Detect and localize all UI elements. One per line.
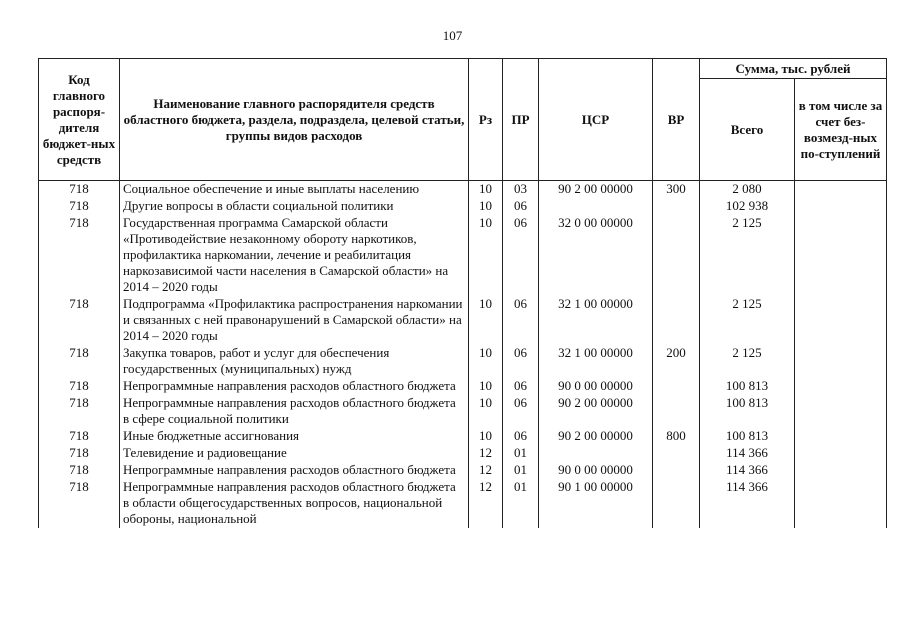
cell-rz: 10: [469, 345, 503, 378]
cell-csr: 90 1 00 00000: [539, 479, 653, 528]
cell-name: Закупка товаров, работ и услуг для обеспечения государственных (муниципальных) нужд: [120, 345, 469, 378]
cell-name: Подпрограмма «Профилактика распространения наркомании и связанных с ней правонарушений в Самарской области» на 2014 – 2020 годы: [120, 296, 469, 345]
cell-pr: 06: [503, 345, 539, 378]
cell-csr: 32 1 00 00000: [539, 296, 653, 345]
table-row: [39, 296, 887, 345]
table-body: [39, 181, 887, 529]
cell-vr: [653, 445, 700, 462]
cell-free: [795, 296, 887, 345]
table-row: [39, 345, 887, 378]
cell-free: [795, 395, 887, 428]
cell-vr: [653, 462, 700, 479]
cell-name: Государственная программа Самарской области «Противодействие незаконному обороту наркотиков, профилактика наркомании, лечение и реабилитация наркозависимой части населения в Самарской области» на 2014 – 2020 годы: [120, 215, 469, 296]
cell-name: Социальное обеспечение и иные выплаты населению: [120, 181, 469, 199]
cell-rz: 10: [469, 296, 503, 345]
cell-rz: 10: [469, 395, 503, 428]
header-code: Код главного распоря-дителя бюджет-ных средств: [39, 59, 120, 181]
cell-code: 718: [39, 445, 120, 462]
cell-name: Непрограммные направления расходов областного бюджета в области общегосударственных вопросов, национальной обороны, национальной: [120, 479, 469, 528]
cell-rz: 10: [469, 198, 503, 215]
cell-pr: 06: [503, 378, 539, 395]
cell-pr: 06: [503, 215, 539, 296]
cell-free: [795, 479, 887, 528]
cell-free: [795, 181, 887, 199]
cell-free: [795, 215, 887, 296]
cell-code: 718: [39, 395, 120, 428]
cell-free: [795, 462, 887, 479]
cell-csr: [539, 445, 653, 462]
header-total: Всего: [700, 79, 795, 181]
cell-vr: [653, 395, 700, 428]
cell-vr: 800: [653, 428, 700, 445]
cell-code: 718: [39, 345, 120, 378]
cell-rz: 12: [469, 479, 503, 528]
cell-name: Другие вопросы в области социальной политики: [120, 198, 469, 215]
cell-code: 718: [39, 296, 120, 345]
cell-csr: 90 0 00 00000: [539, 378, 653, 395]
cell-csr: 90 2 00 00000: [539, 395, 653, 428]
cell-rz: 12: [469, 462, 503, 479]
cell-name: Непрограммные направления расходов областного бюджета: [120, 462, 469, 479]
cell-free: [795, 345, 887, 378]
cell-total: 114 366: [700, 445, 795, 462]
cell-code: 718: [39, 479, 120, 528]
cell-vr: [653, 296, 700, 345]
cell-vr: [653, 378, 700, 395]
cell-pr: 06: [503, 296, 539, 345]
cell-csr: [539, 198, 653, 215]
cell-code: 718: [39, 215, 120, 296]
cell-pr: 06: [503, 198, 539, 215]
cell-free: [795, 198, 887, 215]
cell-rz: 10: [469, 378, 503, 395]
cell-vr: 200: [653, 345, 700, 378]
cell-code: 718: [39, 428, 120, 445]
cell-csr: 90 2 00 00000: [539, 181, 653, 199]
cell-name: Телевидение и радиовещание: [120, 445, 469, 462]
table-row: [39, 462, 887, 479]
cell-free: [795, 378, 887, 395]
cell-total: 114 366: [700, 479, 795, 528]
cell-pr: 06: [503, 395, 539, 428]
cell-name: Иные бюджетные ассигнования: [120, 428, 469, 445]
cell-name: Непрограммные направления расходов областного бюджета в сфере социальной политики: [120, 395, 469, 428]
cell-code: 718: [39, 378, 120, 395]
cell-free: [795, 428, 887, 445]
cell-pr: 06: [503, 428, 539, 445]
cell-pr: 01: [503, 445, 539, 462]
cell-rz: 10: [469, 215, 503, 296]
table-row: [39, 445, 887, 462]
cell-csr: 90 2 00 00000: [539, 428, 653, 445]
cell-code: 718: [39, 181, 120, 199]
table-row: [39, 378, 887, 395]
cell-total: 102 938: [700, 198, 795, 215]
header-pr: ПР: [503, 59, 539, 181]
cell-pr: 03: [503, 181, 539, 199]
cell-free: [795, 445, 887, 462]
cell-csr: 32 0 00 00000: [539, 215, 653, 296]
cell-vr: [653, 479, 700, 528]
cell-total: 2 080: [700, 181, 795, 199]
table-row: [39, 215, 887, 296]
table-row: [39, 479, 887, 528]
cell-total: 2 125: [700, 345, 795, 378]
table-row: [39, 395, 887, 428]
header-name: Наименование главного распорядителя средств областного бюджета, раздела, подраздела, целевой статьи, группы видов расходов: [120, 59, 469, 181]
cell-vr: 300: [653, 181, 700, 199]
cell-total: 114 366: [700, 462, 795, 479]
table-row: [39, 181, 887, 199]
cell-pr: 01: [503, 462, 539, 479]
cell-vr: [653, 215, 700, 296]
cell-vr: [653, 198, 700, 215]
cell-total: 100 813: [700, 378, 795, 395]
header-vr: ВР: [653, 59, 700, 181]
cell-code: 718: [39, 462, 120, 479]
budget-table: [38, 58, 887, 528]
cell-rz: 12: [469, 445, 503, 462]
header-row-top: [39, 59, 887, 79]
page-number: 107: [442, 28, 463, 43]
header-sum: Сумма, тыс. рублей: [700, 59, 887, 79]
cell-rz: 10: [469, 181, 503, 199]
cell-total: 100 813: [700, 395, 795, 428]
cell-csr: 32 1 00 00000: [539, 345, 653, 378]
cell-name: Непрограммные направления расходов областного бюджета: [120, 378, 469, 395]
header-free: в том числе за счет без-возмезд-ных по-ступлений: [795, 79, 887, 181]
header-csr: ЦСР: [539, 59, 653, 181]
table-row: [39, 198, 887, 215]
table-row: [39, 428, 887, 445]
cell-total: 100 813: [700, 428, 795, 445]
cell-total: 2 125: [700, 296, 795, 345]
header-rz: Рз: [469, 59, 503, 181]
cell-rz: 10: [469, 428, 503, 445]
cell-pr: 01: [503, 479, 539, 528]
cell-code: 718: [39, 198, 120, 215]
cell-csr: 90 0 00 00000: [539, 462, 653, 479]
cell-total: 2 125: [700, 215, 795, 296]
